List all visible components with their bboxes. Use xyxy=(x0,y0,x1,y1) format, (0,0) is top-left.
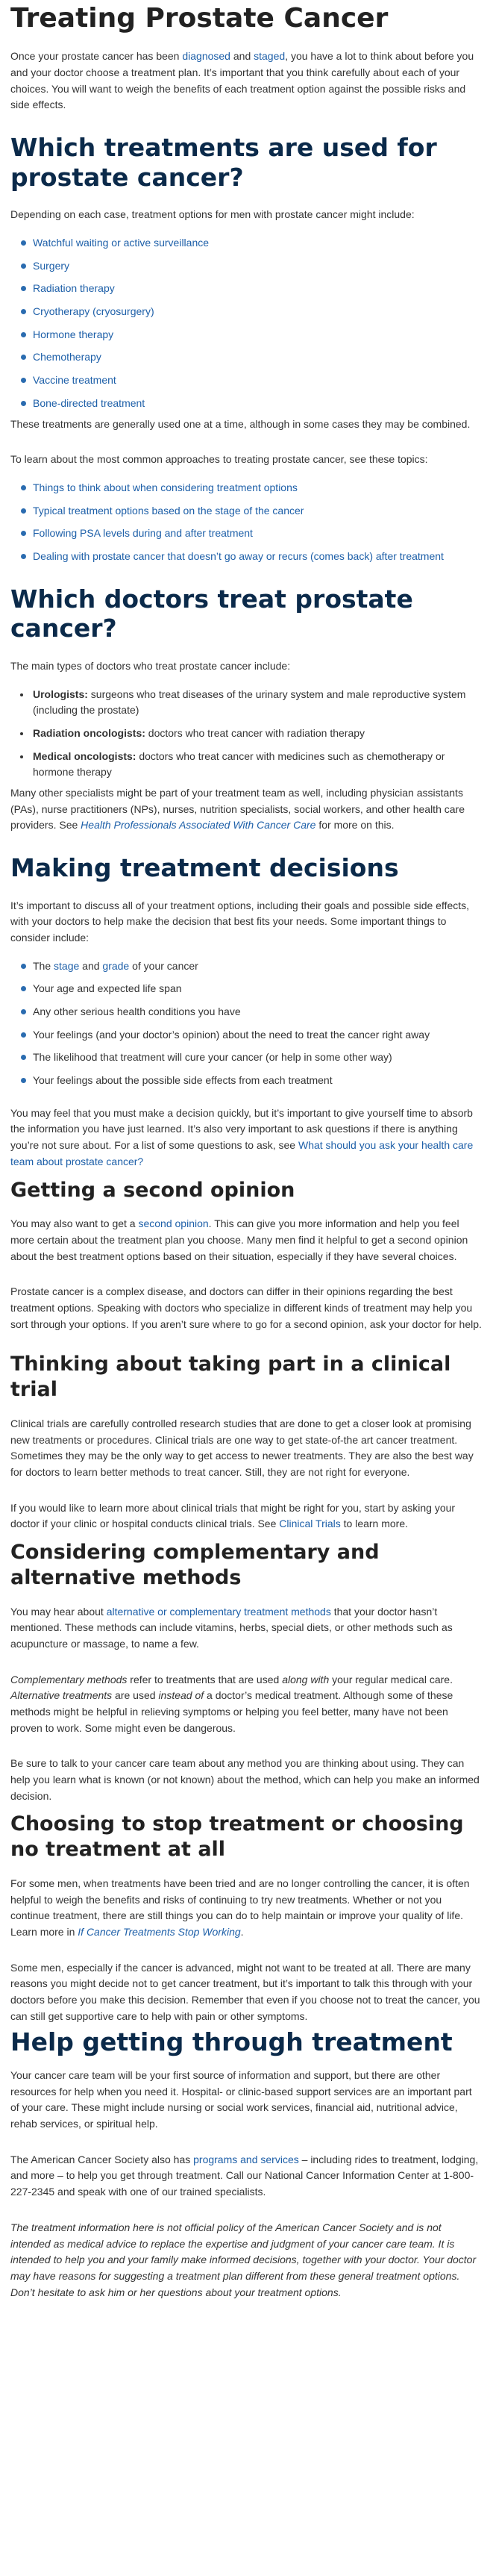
item-text: The xyxy=(33,959,54,972)
list-item xyxy=(21,258,483,275)
doctors-list xyxy=(10,687,483,781)
stop-treatment-heading: Choosing to stop treatment or choosing no treatment at all xyxy=(10,1812,464,1862)
doctor-desc: surgeons who treat diseases of the urinary system and male reproductive system (including the prostate) xyxy=(33,687,466,717)
item-text: Your age and expected life span xyxy=(33,982,182,995)
doctor-desc: doctors who treat cancer with radiation therapy xyxy=(145,726,365,739)
doctor-type: Urologists: xyxy=(33,687,88,700)
decisions-lead: It’s important to discuss all of your treatment options, including their goals and possible side effects, with your doctors to help make the decision that best fits your needs. Some important things to consider include: xyxy=(10,899,470,944)
doctor-desc: doctors who treat cancer with medicines such as chemotherapy or hormone therapy xyxy=(33,749,445,779)
topics-list xyxy=(10,480,483,565)
treatment-list xyxy=(10,235,483,412)
alternative-methods-link[interactable]: alternative or complementary treatment methods xyxy=(106,1605,331,1618)
clinical-trials-paragraph: Clinical trials are carefully controlled research studies that are done to get a closer look at promising new treatments or procedures. Clinical trials are one way to get state-of-the art cancer treatment. Sometimes they may be the only way to get access to newer treatments. They are also the best way for doctors to learn better methods to treat cancer. Still, they are not right for everyone. xyxy=(10,1417,474,1478)
second-opinion-link[interactable]: second opinion xyxy=(138,1217,209,1230)
diagnosed-link[interactable]: diagnosed xyxy=(182,50,230,63)
specialists-paragraph xyxy=(10,785,483,834)
item-text: and xyxy=(79,959,103,972)
stop-treatment-paragraph xyxy=(10,1876,483,1941)
grade-link[interactable]: grade xyxy=(102,959,130,972)
item-text: Your feelings about the possible side effects from each treatment xyxy=(33,1074,333,1087)
doctor-type: Medical oncologists: xyxy=(33,749,136,762)
list-item xyxy=(21,1004,483,1020)
paragraph-text: You may feel that you must make a decision quickly, but it’s important to give yourself time to absorb the information you have just learned. It’s also very important to ask questions if there is anything you’re not sure about. For a list of some questions to ask, see xyxy=(10,1106,473,1152)
talk-to-team-paragraph: Be sure to talk to your cancer care team about any method you are thinking about using. They can help you learn what is known (or not known) about the method, which can help you make an informed decision. xyxy=(10,1757,480,1802)
paragraph-text: If you would like to learn more about clinical trials that might be right for you, start by asking your doctor if your clinic or hospital conducts clinical trials. See xyxy=(10,1501,456,1530)
intro-text: and xyxy=(230,50,254,63)
hormone-therapy-link[interactable]: Hormone therapy xyxy=(33,328,114,340)
treatments-stop-working-link[interactable]: If Cancer Treatments Stop Working xyxy=(78,1925,241,1938)
paragraph-text: are used xyxy=(112,1689,159,1702)
paragraph-text: You may also want to get a xyxy=(10,1217,139,1230)
emphasis: along with xyxy=(282,1673,330,1685)
list-item xyxy=(21,235,483,252)
surgery-link[interactable]: Surgery xyxy=(33,259,70,272)
which-treatments-lead: Depending on each case, treatment options for men with prostate cancer might include: xyxy=(10,208,415,221)
intro-text: Once your prostate cancer has been xyxy=(10,50,183,63)
list-item xyxy=(21,1050,483,1066)
doctor-type: Radiation oncologists: xyxy=(33,726,145,739)
recurrence-link[interactable]: Dealing with prostate cancer that doesn’t go away or recurs (comes back) after treatment xyxy=(33,549,444,562)
emphasis: Complementary methods xyxy=(10,1673,128,1685)
clinical-trials-learn-paragraph xyxy=(10,1500,483,1532)
psa-levels-link[interactable]: Following PSA levels during and after treatment xyxy=(33,527,253,540)
chemotherapy-link[interactable]: Chemotherapy xyxy=(33,351,101,364)
cryotherapy-link[interactable]: Cryotherapy (cryosurgery) xyxy=(33,305,154,318)
vaccine-treatment-link[interactable]: Vaccine treatment xyxy=(33,374,116,387)
paragraph-text: . This can give you more information and help you feel more certain about the treatment plan you choose. Many men find it helpful to get a second opinion about the best treatment options based on their situation, especially if they have several choices. xyxy=(10,1217,468,1262)
decisions-heading: Making treatment decisions xyxy=(10,853,399,883)
clinical-trials-link[interactable]: Clinical Trials xyxy=(279,1518,341,1530)
staged-link[interactable]: staged xyxy=(254,50,286,63)
stage-link[interactable]: stage xyxy=(54,959,80,972)
bone-directed-treatment-link[interactable]: Bone-directed treatment xyxy=(33,396,145,409)
second-opinion-heading: Getting a second opinion xyxy=(10,1178,295,1202)
considerations-list xyxy=(10,958,483,1089)
methods-definition-paragraph xyxy=(10,1672,483,1737)
programs-services-link[interactable]: programs and services xyxy=(193,2153,299,2165)
paragraph-text: For some men, when treatments have been tried and are no longer controlling the cancer, it is often helpful to weigh the benefits and risks of continuing to try new treatments. Whether or not you continue treatment, there are still things you can do to help maintain or improve your quality of life. Learn more in xyxy=(10,1877,470,1938)
doctors-lead: The main types of doctors who treat prostate cancer include: xyxy=(10,659,291,672)
which-treatments-heading: Which treatments are used for prostate cancer? xyxy=(10,133,437,192)
page-title: Treating Prostate Cancer xyxy=(10,3,389,34)
questions-to-ask-link[interactable]: What should you ask your health care team about prostate cancer? xyxy=(10,1139,474,1167)
item-text: of your cancer xyxy=(129,959,198,972)
list-item xyxy=(31,726,483,742)
second-opinion-paragraph xyxy=(10,1216,483,1264)
paragraph-text: . xyxy=(240,1925,244,1938)
emphasis: instead of xyxy=(158,1689,204,1702)
list-item xyxy=(21,480,483,496)
options-by-stage-link[interactable]: Typical treatment options based on the stage of the cancer xyxy=(33,504,304,517)
list-item xyxy=(21,327,483,343)
no-treatment-paragraph: Some men, especially if the cancer is advanced, might not want to be treated at all. There are many reasons you might decide not to get cancer treatment, but it’s important to talk this through with your doctors before you make this decision. Remember that even if you choose not to treat the cancer, you can still get supportive care to help with pain or other symptoms. xyxy=(10,1961,480,2022)
list-item xyxy=(31,749,483,781)
emphasis: Alternative treatments xyxy=(10,1689,113,1702)
paragraph-text: to learn more. xyxy=(340,1518,409,1530)
paragraph-text: your regular medical care. xyxy=(329,1673,453,1685)
acs-programs-paragraph xyxy=(10,2152,483,2201)
paragraph-text: refer to treatments that are used xyxy=(127,1673,283,1685)
list-item xyxy=(21,281,483,297)
health-professionals-link[interactable]: Health Professionals Associated With Cancer Care xyxy=(81,819,316,832)
list-item xyxy=(21,1027,483,1044)
list-item xyxy=(21,549,483,565)
list-item xyxy=(21,958,483,975)
topics-lead: To learn about the most common approaches to treating prostate cancer, see these topics: xyxy=(10,453,428,466)
list-item xyxy=(21,304,483,320)
paragraph-text: a doctor’s medical treatment. Although some of these methods might be helpful in relieving symptoms or helping you feel better, many have not been proven to work. Some might even be dangerous. xyxy=(10,1689,453,1734)
disclaimer: The treatment information here is not official policy of the American Cancer Society and is not intended as medical advice to replace the expertise and judgment of your cancer care team. It is intended to help you and your family make informed decisions, together with your doctor. Your doctor may have reasons for suggesting a treatment plan different from these general treatment options. Don’t hesitate to ask him or her questions about your treatment options. xyxy=(10,2221,477,2298)
article xyxy=(0,3,493,2301)
item-text: Any other serious health conditions you have xyxy=(33,1005,241,1018)
list-item xyxy=(21,981,483,997)
paragraph-text: – including rides to treatment, lodging, and more – to help you get through treatment. Call our National Cancer Information Center at 1-800-227-2345 and speak with one of our trained specialists. xyxy=(10,2153,479,2198)
list-item xyxy=(21,349,483,366)
intro-paragraph xyxy=(10,49,483,113)
list-item xyxy=(21,396,483,412)
complementary-heading: Considering complementary and alternative methods xyxy=(10,1541,380,1589)
clinical-trial-heading: Thinking about taking part in a clinical trial xyxy=(10,1353,451,1402)
paragraph-text: The American Cancer Society also has xyxy=(10,2153,194,2165)
paragraph-text: for more on this. xyxy=(315,819,395,832)
doctors-heading: Which doctors treat prostate cancer? xyxy=(10,584,413,643)
list-item xyxy=(21,372,483,389)
help-heading: Help getting through treatment xyxy=(10,2027,453,2057)
list-item xyxy=(21,526,483,542)
paragraph-text: You may hear about xyxy=(10,1605,107,1618)
complex-disease-paragraph: Prostate cancer is a complex disease, and doctors can differ in their opinions regarding the best treatment options. Speaking with doctors who specialize in different kinds of treatment may help you sort through your options. If you aren’t sure where to go for a second opinion, ask your doctor for help. xyxy=(10,1285,482,1330)
radiation-therapy-link[interactable]: Radiation therapy xyxy=(33,282,115,295)
complementary-paragraph xyxy=(10,1604,483,1653)
intro-text: , you have a lot to think about before you and your doctor choose a treatment plan. It’s important that you think carefully about each of your choices. You will want to weigh the benefits of each treatment option against the possible risks and side effects. xyxy=(10,50,474,111)
watchful-waiting-link[interactable]: Watchful waiting or active surveillance xyxy=(33,237,210,249)
time-to-decide-paragraph xyxy=(10,1105,483,1170)
considering-options-link[interactable]: Things to think about when considering treatment options xyxy=(33,481,298,493)
combined-note: These treatments are generally used one at a time, although in some cases they may be combined. xyxy=(10,417,471,430)
item-text: The likelihood that treatment will cure your cancer (or help in some other way) xyxy=(33,1051,392,1064)
list-item xyxy=(31,687,483,719)
list-item xyxy=(21,503,483,520)
item-text: Your feelings (and your doctor’s opinion) about the need to treat the cancer right away xyxy=(33,1028,430,1041)
support-paragraph: Your cancer care team will be your first source of information and support, but there are other resources for help when you need it. Hospital- or clinic-based support services are an important part of your care. These might include nursing or social work services, financial aid, nutritional advice, rehab services, or spiritual help. xyxy=(10,2069,472,2130)
paragraph-text: Many other specialists might be part of your treatment team as well, including physician assistants (PAs), nurse practitioners (NPs), nurses, nutrition specialists, social workers, and other health care providers. See xyxy=(10,786,465,832)
paragraph-text: that your doctor hasn’t mentioned. These methods can include vitamins, herbs, special diets, or other methods such as acupuncture or massage, to name a few. xyxy=(10,1605,453,1650)
list-item xyxy=(21,1073,483,1089)
